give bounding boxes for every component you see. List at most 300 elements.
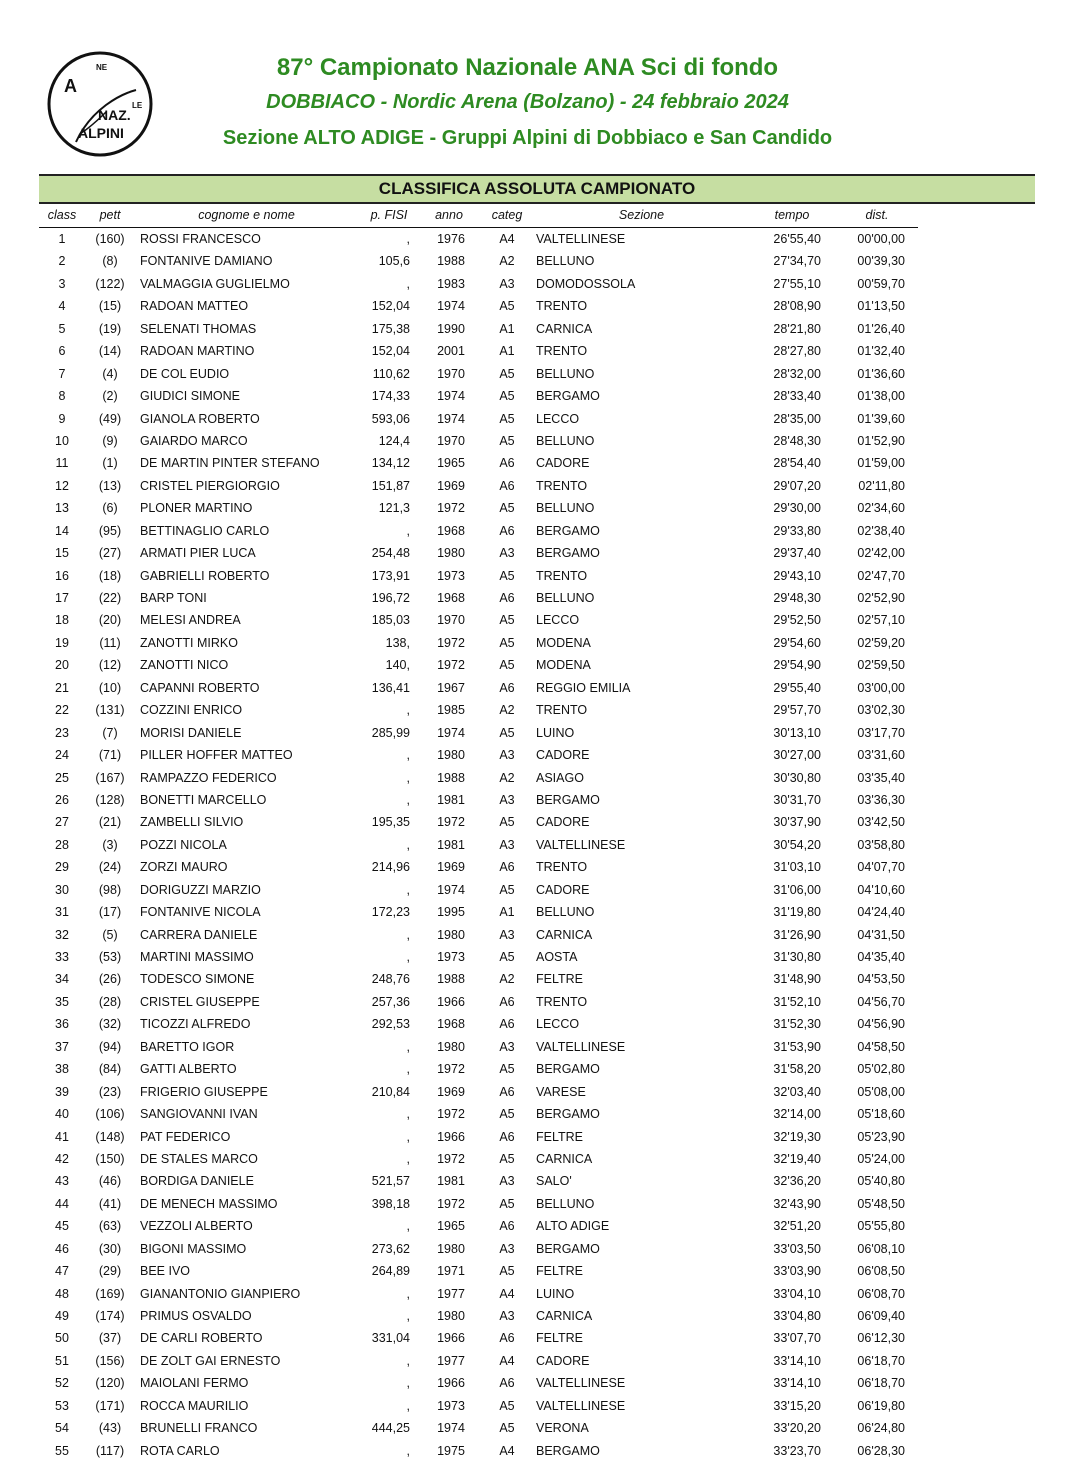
cell-fisi: 331,04 <box>371 1331 410 1346</box>
cell-pett: (84) <box>98 1062 122 1077</box>
cell-sezione: BERGAMO <box>536 1062 600 1077</box>
logo-line1: A <box>64 76 77 96</box>
cell-categ: A5 <box>499 1151 515 1166</box>
cell-anno: 1972 <box>437 1151 465 1166</box>
cell-pett: (156) <box>95 1353 125 1368</box>
cell-tempo: 30'27,00 <box>773 748 821 763</box>
cell-categ: A5 <box>499 658 515 673</box>
cell-class: 4 <box>58 299 66 314</box>
cell-fisi: 151,87 <box>371 478 410 493</box>
cell-fisi: 273,62 <box>371 1241 410 1256</box>
cell-name: VEZZOLI ALBERTO <box>140 1219 253 1234</box>
cell-pett: (150) <box>95 1151 125 1166</box>
cell-class: 3 <box>58 276 66 291</box>
col-categ-header: categ <box>491 208 523 222</box>
cell-categ: A5 <box>499 815 515 830</box>
cell-pett: (53) <box>98 950 122 964</box>
cell-tempo: 29'55,40 <box>773 680 821 695</box>
cell-dist: 04'58,50 <box>857 1039 905 1054</box>
cell-categ: A5 <box>499 882 515 897</box>
cell-categ: A6 <box>499 591 515 605</box>
cell-class: 46 <box>55 1241 69 1256</box>
cell-anno: 1980 <box>437 1309 465 1323</box>
cell-fisi: 110,62 <box>372 366 410 381</box>
cell-dist: 05'24,00 <box>857 1151 905 1166</box>
table-row <box>39 1372 918 1394</box>
cell-dist: 06'08,70 <box>857 1286 905 1301</box>
cell-dist: 04'07,70 <box>857 860 905 875</box>
cell-categ: A2 <box>499 703 515 718</box>
cell-sezione: TRENTO <box>536 344 588 359</box>
cell-pett: (95) <box>98 523 122 538</box>
cell-fisi: , <box>406 1062 410 1077</box>
cell-sezione: CARNICA <box>536 321 593 336</box>
cell-pett: (32) <box>98 1017 122 1032</box>
table-row <box>39 901 918 923</box>
cell-fisi: 105,6 <box>378 254 410 269</box>
table-row <box>39 1327 918 1349</box>
cell-tempo: 26'55,40 <box>773 232 821 246</box>
cell-dist: 02'57,10 <box>857 613 905 628</box>
cell-fisi: , <box>406 1107 410 1122</box>
cell-anno: 1972 <box>437 815 465 830</box>
table-row <box>39 1395 918 1417</box>
table-row <box>39 811 918 833</box>
cell-name: CRISTEL PIERGIORGIO <box>140 478 280 493</box>
cell-fisi: , <box>406 703 410 718</box>
cell-anno: 1981 <box>437 792 465 807</box>
cell-pett: (29) <box>98 1264 122 1279</box>
table-header <box>39 205 918 228</box>
cell-tempo: 33'07,70 <box>773 1331 821 1346</box>
cell-class: 27 <box>55 815 69 830</box>
cell-sezione: CARNICA <box>536 1309 593 1323</box>
table-row <box>39 1440 918 1462</box>
cell-tempo: 33'03,90 <box>773 1264 821 1279</box>
cell-name: TODESCO SIMONE <box>140 972 255 987</box>
cell-tempo: 33'14,10 <box>773 1353 821 1368</box>
cell-dist: 06'08,50 <box>857 1264 905 1279</box>
cell-class: 29 <box>55 860 69 875</box>
cell-class: 30 <box>55 882 69 897</box>
cell-tempo: 32'19,30 <box>773 1129 821 1144</box>
cell-tempo: 28'08,90 <box>773 299 821 314</box>
cell-sezione: BELLUNO <box>536 366 595 381</box>
cell-name: ZAMBELLI SILVIO <box>140 815 244 830</box>
cell-class: 14 <box>55 523 69 538</box>
cell-class: 44 <box>55 1196 69 1211</box>
cell-categ: A3 <box>499 546 515 561</box>
cell-name: PILLER HOFFER MATTEO <box>140 748 293 763</box>
cell-class: 31 <box>55 905 69 920</box>
cell-categ: A5 <box>499 433 515 448</box>
cell-class: 6 <box>58 344 66 359</box>
cell-dist: 01'36,60 <box>857 366 905 381</box>
cell-pett: (63) <box>98 1219 122 1234</box>
table-row <box>39 1350 918 1372</box>
cell-categ: A3 <box>499 1241 515 1256</box>
table-row <box>39 856 918 878</box>
table-row <box>39 250 918 272</box>
cell-sezione: LECCO <box>536 613 580 628</box>
cell-sezione: BERGAMO <box>536 1241 600 1256</box>
cell-tempo: 31'52,10 <box>773 994 821 1009</box>
cell-fisi: , <box>406 1353 410 1368</box>
cell-categ: A3 <box>499 792 515 807</box>
cell-pett: (28) <box>98 994 122 1009</box>
table-row <box>39 408 918 430</box>
cell-sezione: ALTO ADIGE <box>536 1219 610 1234</box>
cell-name: DE MARTIN PINTER STEFANO <box>140 456 320 471</box>
cell-name: BONETTI MARCELLO <box>140 792 267 807</box>
cell-dist: 05'55,80 <box>857 1219 905 1234</box>
cell-class: 2 <box>58 254 66 269</box>
cell-class: 19 <box>55 635 69 650</box>
cell-fisi: , <box>406 792 410 807</box>
cell-tempo: 30'37,90 <box>773 815 821 830</box>
cell-sezione: TRENTO <box>536 478 588 493</box>
cell-anno: 1977 <box>437 1286 465 1301</box>
cell-dist: 06'09,40 <box>857 1309 905 1323</box>
cell-name: RADOAN MATTEO <box>140 299 249 314</box>
cell-categ: A6 <box>499 1084 515 1099</box>
cell-name: DORIGUZZI MARZIO <box>140 882 261 897</box>
cell-categ: A5 <box>499 1264 515 1279</box>
table-row <box>39 991 918 1013</box>
cell-fisi: 444,25 <box>371 1421 410 1436</box>
cell-sezione: LUINO <box>536 1286 575 1301</box>
cell-fisi: , <box>406 1129 410 1144</box>
cell-categ: A4 <box>499 232 515 246</box>
cell-dist: 02'47,70 <box>857 568 905 583</box>
cell-categ: A6 <box>499 860 515 875</box>
cell-sezione: TRENTO <box>536 299 588 314</box>
table-row <box>39 879 918 901</box>
cell-sezione: VALTELLINESE <box>536 232 626 246</box>
cell-anno: 1968 <box>437 1017 465 1032</box>
cell-categ: A5 <box>499 1421 515 1436</box>
cell-anno: 1965 <box>437 1219 465 1234</box>
cell-anno: 1974 <box>437 725 465 740</box>
cell-tempo: 32'43,90 <box>773 1196 821 1211</box>
cell-class: 39 <box>55 1084 69 1099</box>
cell-sezione: FELTRE <box>536 1129 583 1144</box>
cell-tempo: 28'27,80 <box>773 344 821 359</box>
cell-pett: (26) <box>98 972 122 987</box>
cell-class: 52 <box>55 1376 69 1391</box>
cell-sezione: MODENA <box>536 658 591 673</box>
cell-sezione: BELLUNO <box>536 501 595 516</box>
table-row <box>39 273 918 295</box>
cell-categ: A5 <box>499 950 515 964</box>
table-row <box>39 677 918 699</box>
cell-dist: 02'59,50 <box>857 658 905 673</box>
cell-sezione: BERGAMO <box>536 792 600 807</box>
cell-sezione: FELTRE <box>536 1331 583 1346</box>
cell-sezione: VALTELLINESE <box>536 1376 626 1391</box>
cell-tempo: 28'35,00 <box>773 411 821 426</box>
cell-class: 18 <box>55 613 69 628</box>
cell-sezione: CARNICA <box>536 927 593 942</box>
cell-tempo: 31'26,90 <box>773 927 821 942</box>
cell-fisi: , <box>406 927 410 942</box>
cell-name: SANGIOVANNI IVAN <box>140 1107 258 1122</box>
cell-pett: (2) <box>102 389 118 404</box>
cell-dist: 00'00,00 <box>857 232 905 246</box>
cell-categ: A5 <box>499 501 515 516</box>
cell-name: DE COL EUDIO <box>140 366 230 381</box>
cell-tempo: 30'54,20 <box>773 837 821 852</box>
cell-categ: A6 <box>499 994 515 1009</box>
cell-dist: 01'13,50 <box>857 299 905 314</box>
cell-name: BIGONI MASSIMO <box>140 1241 247 1256</box>
cell-class: 17 <box>55 591 69 605</box>
cell-class: 33 <box>55 950 69 964</box>
cell-categ: A5 <box>499 366 515 381</box>
cell-class: 55 <box>55 1443 69 1458</box>
cell-name: BARETTO IGOR <box>140 1039 235 1054</box>
table-row <box>39 722 918 744</box>
cell-pett: (174) <box>95 1309 125 1323</box>
cell-sezione: LECCO <box>536 1017 580 1032</box>
cell-fisi: 248,76 <box>371 972 410 987</box>
cell-tempo: 27'34,70 <box>773 254 821 269</box>
cell-name: ROTA CARLO <box>140 1443 220 1458</box>
cell-anno: 1973 <box>437 950 465 964</box>
table-row <box>39 542 918 564</box>
cell-pett: (21) <box>98 815 122 830</box>
cell-dist: 01'26,40 <box>857 321 905 336</box>
cell-categ: A5 <box>499 411 515 426</box>
cell-categ: A3 <box>499 276 515 291</box>
cell-dist: 02'38,40 <box>857 523 905 538</box>
cell-dist: 01'52,90 <box>857 433 905 448</box>
cell-sezione: CADORE <box>536 815 590 830</box>
cell-fisi: , <box>406 770 410 785</box>
cell-fisi: 174,33 <box>371 389 410 404</box>
cell-class: 53 <box>55 1398 69 1413</box>
table-row <box>39 1283 918 1305</box>
cell-name: DE CARLI ROBERTO <box>140 1331 263 1346</box>
col-name-header: cognome e nome <box>198 208 295 222</box>
cell-name: FONTANIVE NICOLA <box>140 905 261 920</box>
cell-sezione: VALTELLINESE <box>536 837 626 852</box>
cell-categ: A5 <box>499 299 515 314</box>
cell-anno: 1966 <box>437 1376 465 1391</box>
cell-tempo: 29'52,50 <box>773 613 821 628</box>
cell-categ: A6 <box>499 680 515 695</box>
cell-sezione: BELLUNO <box>536 591 595 605</box>
cell-dist: 04'56,70 <box>857 994 905 1009</box>
cell-anno: 1975 <box>437 1443 465 1458</box>
cell-anno: 1974 <box>437 1421 465 1436</box>
cell-fisi: 136,41 <box>371 680 410 695</box>
cell-fisi: 140, <box>385 658 410 673</box>
cell-tempo: 29'30,00 <box>773 501 821 516</box>
logo-sup2: LE <box>132 101 143 110</box>
cell-tempo: 31'06,00 <box>773 882 821 897</box>
cell-sezione: CADORE <box>536 882 590 897</box>
cell-fisi: 195,35 <box>371 815 410 830</box>
cell-sezione: BELLUNO <box>536 1196 595 1211</box>
cell-dist: 03'31,60 <box>857 748 905 763</box>
cell-pett: (128) <box>95 792 125 807</box>
cell-anno: 1980 <box>437 1039 465 1054</box>
cell-name: POZZI NICOLA <box>140 837 227 852</box>
cell-pett: (5) <box>102 927 118 942</box>
table-row <box>39 1103 918 1125</box>
cell-sezione: VARESE <box>536 1084 586 1099</box>
cell-class: 49 <box>55 1309 69 1323</box>
cell-sezione: CADORE <box>536 748 590 763</box>
cell-anno: 1988 <box>437 972 465 987</box>
cell-fisi: , <box>406 1376 410 1391</box>
cell-categ: A5 <box>499 613 515 628</box>
cell-pett: (43) <box>98 1421 122 1436</box>
cell-tempo: 33'14,10 <box>773 1376 821 1391</box>
cell-categ: A5 <box>499 725 515 740</box>
cell-categ: A6 <box>499 478 515 493</box>
cell-dist: 06'24,80 <box>857 1421 905 1436</box>
cell-pett: (148) <box>95 1129 125 1144</box>
cell-anno: 1966 <box>437 1129 465 1144</box>
cell-fisi: , <box>406 950 410 964</box>
cell-dist: 05'08,00 <box>857 1084 905 1099</box>
cell-pett: (30) <box>98 1241 122 1256</box>
cell-dist: 04'56,90 <box>857 1017 905 1032</box>
cell-anno: 1988 <box>437 254 465 269</box>
table-row <box>39 1036 918 1058</box>
cell-anno: 1973 <box>437 568 465 583</box>
cell-tempo: 31'52,30 <box>773 1017 821 1032</box>
cell-class: 1 <box>58 232 66 246</box>
cell-fisi: 196,72 <box>371 591 410 605</box>
cell-pett: (6) <box>102 501 118 516</box>
cell-dist: 03'17,70 <box>857 725 905 740</box>
cell-tempo: 33'15,20 <box>773 1398 821 1413</box>
table-row <box>39 789 918 811</box>
col-pett-header: pett <box>99 208 121 222</box>
cell-class: 15 <box>55 546 69 561</box>
cell-anno: 1980 <box>437 927 465 942</box>
cell-categ: A6 <box>499 1331 515 1346</box>
cell-class: 10 <box>55 433 69 448</box>
cell-anno: 1968 <box>437 523 465 538</box>
cell-fisi: 593,06 <box>371 411 410 426</box>
cell-categ: A3 <box>499 1039 515 1054</box>
cell-pett: (1) <box>102 456 118 471</box>
cell-dist: 03'58,80 <box>857 837 905 852</box>
cell-class: 54 <box>55 1421 69 1436</box>
table-row <box>39 363 918 385</box>
cell-pett: (24) <box>98 860 122 875</box>
cell-dist: 05'40,80 <box>857 1174 905 1189</box>
cell-dist: 03'35,40 <box>857 770 905 785</box>
cell-fisi: , <box>406 1443 410 1458</box>
cell-class: 22 <box>55 703 69 718</box>
table-row <box>39 295 918 317</box>
cell-sezione: BELLUNO <box>536 433 595 448</box>
cell-tempo: 32'36,20 <box>773 1174 821 1189</box>
cell-anno: 1981 <box>437 837 465 852</box>
cell-name: PLONER MARTINO <box>140 501 253 516</box>
cell-categ: A6 <box>499 1129 515 1144</box>
cell-name: GATTI ALBERTO <box>140 1062 237 1077</box>
cell-fisi: 254,48 <box>371 546 410 561</box>
table-row <box>39 1193 918 1215</box>
cell-sezione: TRENTO <box>536 703 588 718</box>
cell-fisi: , <box>406 1398 410 1413</box>
cell-name: MARTINI MASSIMO <box>140 950 254 964</box>
cell-class: 8 <box>58 389 66 404</box>
cell-categ: A5 <box>499 1196 515 1211</box>
cell-name: VALMAGGIA GUGLIELMO <box>140 276 290 291</box>
cell-dist: 02'34,60 <box>857 501 905 516</box>
cell-fisi: 138, <box>385 635 410 650</box>
cell-name: DE STALES MARCO <box>140 1151 258 1166</box>
cell-class: 45 <box>55 1219 69 1234</box>
cell-name: GAIARDO MARCO <box>140 433 248 448</box>
cell-class: 37 <box>55 1039 69 1054</box>
cell-tempo: 33'20,20 <box>773 1421 821 1436</box>
table-row <box>39 1238 918 1260</box>
cell-pett: (9) <box>102 433 118 448</box>
col-tempo-header: tempo <box>774 208 810 222</box>
cell-fisi: , <box>406 1219 410 1234</box>
cell-class: 24 <box>55 748 69 763</box>
cell-class: 5 <box>58 321 66 336</box>
table-row <box>39 1170 918 1192</box>
cell-class: 43 <box>55 1174 69 1189</box>
cell-class: 23 <box>55 725 69 740</box>
cell-pett: (49) <box>98 411 122 426</box>
cell-anno: 1972 <box>437 658 465 673</box>
cell-anno: 1969 <box>437 860 465 875</box>
cell-categ: A1 <box>499 344 515 359</box>
table-row <box>39 1148 918 1170</box>
cell-categ: A5 <box>499 1107 515 1122</box>
cell-tempo: 32'51,20 <box>773 1219 821 1234</box>
cell-class: 38 <box>55 1062 69 1077</box>
cell-tempo: 32'03,40 <box>773 1084 821 1099</box>
cell-class: 47 <box>55 1264 69 1279</box>
cell-dist: 05'48,50 <box>857 1196 905 1211</box>
cell-anno: 1974 <box>437 389 465 404</box>
cell-pett: (98) <box>98 882 122 897</box>
cell-name: PRIMUS OSVALDO <box>140 1309 252 1323</box>
cell-anno: 1972 <box>437 1062 465 1077</box>
cell-sezione: BERGAMO <box>536 1443 600 1458</box>
cell-tempo: 28'48,30 <box>773 433 821 448</box>
cell-pett: (8) <box>102 254 118 269</box>
cell-tempo: 29'43,10 <box>773 568 821 583</box>
cell-anno: 1972 <box>437 635 465 650</box>
cell-sezione: ASIAGO <box>536 770 584 785</box>
cell-sezione: TRENTO <box>536 568 588 583</box>
table-row <box>39 340 918 362</box>
cell-categ: A2 <box>499 972 515 987</box>
cell-dist: 00'39,30 <box>857 254 905 269</box>
cell-fisi: 152,04 <box>371 344 410 359</box>
cell-sezione: BERGAMO <box>536 546 600 561</box>
cell-tempo: 30'13,10 <box>773 725 821 740</box>
cell-categ: A3 <box>499 1174 515 1189</box>
cell-dist: 02'42,00 <box>857 546 905 561</box>
cell-class: 26 <box>55 792 69 807</box>
cell-fisi: 121,3 <box>378 501 410 516</box>
cell-pett: (14) <box>98 344 122 359</box>
cell-dist: 01'32,40 <box>857 344 905 359</box>
